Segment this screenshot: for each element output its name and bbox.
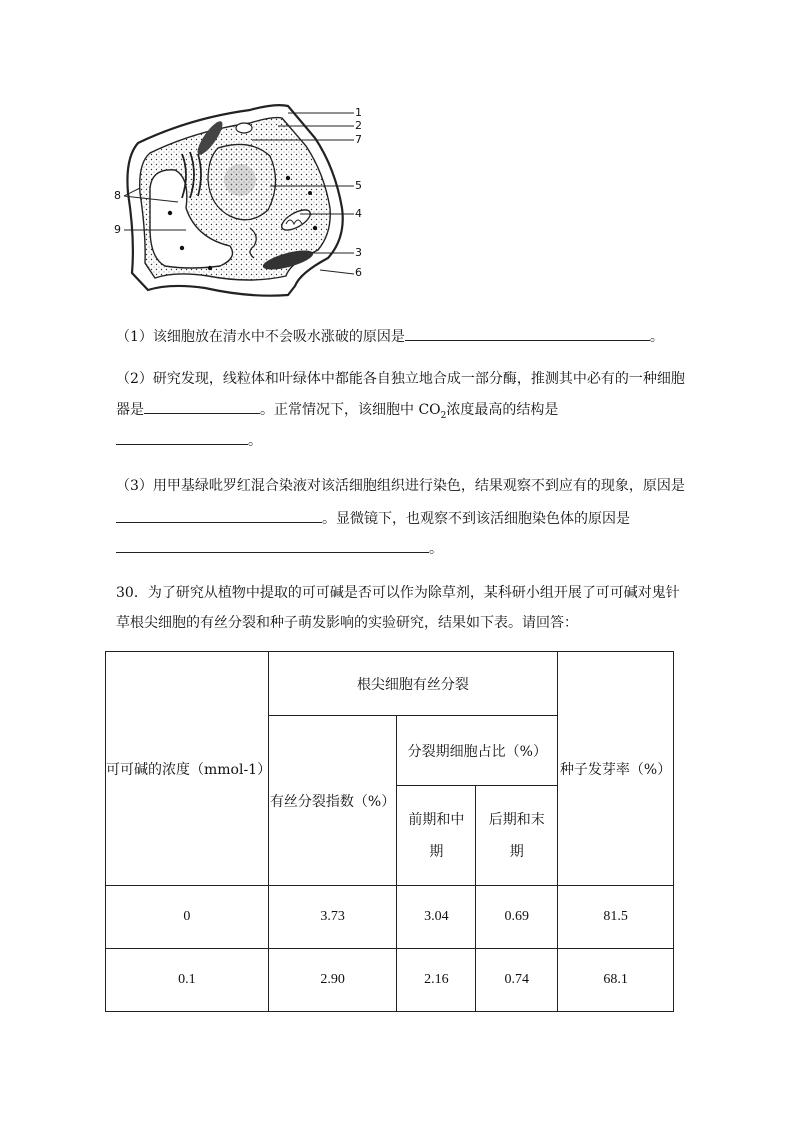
table-row — [106, 886, 674, 949]
label-5: 5 — [355, 179, 362, 192]
question-2-prefix: 器是 — [116, 402, 144, 418]
answer-blank-4[interactable] — [116, 508, 322, 523]
question-2-line-3 — [116, 430, 262, 451]
header-ana-line-1: 后期和末 — [488, 811, 545, 828]
question-1-end: 。 — [649, 329, 664, 345]
cell-prophase: 3.04 — [397, 886, 476, 949]
question-3-line-2 — [116, 508, 630, 529]
header-ana-line-2: 期 — [509, 843, 524, 860]
question-3-end: 。 — [429, 541, 443, 557]
cell-germination: 68.1 — [558, 949, 674, 1012]
header-phase-ratio: 分裂期细胞占比（%） — [397, 716, 558, 786]
plant-cell-figure — [110, 98, 370, 300]
question-30-line-2: 草根尖细胞的有丝分裂和种子萌发影响的实验研究，结果如下表。请回答： — [116, 615, 578, 631]
header-pro-line-2: 期 — [429, 843, 444, 860]
header-prophase-metaphase — [397, 786, 476, 886]
answer-blank-2[interactable] — [144, 399, 260, 414]
label-7: 7 — [355, 133, 362, 146]
header-concentration: 可可碱的浓度（mmol-1） — [106, 652, 269, 886]
header-germination: 种子发芽率（%） — [558, 652, 674, 886]
cell-concentration: 0 — [106, 886, 269, 949]
label-2: 2 — [355, 119, 362, 132]
answer-blank-3[interactable] — [116, 430, 248, 445]
answer-blank-1[interactable] — [405, 326, 650, 341]
cell-anaphase: 0.69 — [476, 886, 558, 949]
question-1-text: （1）该细胞放在清水中不会吸水涨破的原因是 — [116, 329, 405, 345]
cell-germination: 81.5 — [558, 886, 674, 949]
header-mitosis-group: 根尖细胞有丝分裂 — [268, 652, 557, 716]
question-2-line-2 — [116, 399, 558, 426]
question-2-mid: 。正常情况下，该细胞中 CO — [260, 402, 441, 418]
question-2-suffix: 浓度最高的结构是 — [446, 402, 559, 418]
label-9: 9 — [114, 223, 121, 236]
question-3-line-1: （3）用甲基绿吡罗红混合染液对该活细胞组织进行染色，结果观察不到应有的现象，原因是 — [116, 478, 685, 494]
cell-mitotic-index: 3.73 — [268, 886, 397, 949]
header-mitotic-index: 有丝分裂指数（%） — [268, 716, 397, 886]
label-3: 3 — [355, 246, 362, 259]
cell-mitotic-index: 2.90 — [268, 949, 397, 1012]
label-1: 1 — [355, 106, 362, 119]
header-anaphase-telophase — [476, 786, 558, 886]
cell-concentration: 0.1 — [106, 949, 269, 1012]
question-3-line-3 — [116, 538, 443, 559]
question-1 — [116, 326, 664, 347]
question-3-mid: 。显微镜下，也观察不到该活细胞染色体的原因是 — [322, 511, 630, 527]
cell-anaphase: 0.74 — [476, 949, 558, 1012]
co2-subscript: 2 — [440, 410, 447, 421]
cell-diagram — [110, 98, 370, 300]
table-row — [106, 949, 674, 1012]
question-30-line-1: 30．为了研究从植物中提取的可可碱是否可以作为除草剂，某科研小组开展了可可碱对鬼针 — [116, 585, 680, 601]
label-6: 6 — [355, 266, 362, 279]
header-pro-line-1: 前期和中 — [408, 811, 465, 828]
label-8: 8 — [114, 189, 121, 202]
question-2-end: 。 — [248, 433, 262, 449]
answer-blank-5[interactable] — [116, 538, 429, 553]
cell-prophase: 2.16 — [397, 949, 476, 1012]
results-table — [105, 651, 674, 1012]
question-2-line-1: （2）研究发现，线粒体和叶绿体中都能各自独立地合成一部分酶，推测其中必有的一种细胞 — [116, 371, 685, 387]
label-4: 4 — [355, 207, 362, 220]
